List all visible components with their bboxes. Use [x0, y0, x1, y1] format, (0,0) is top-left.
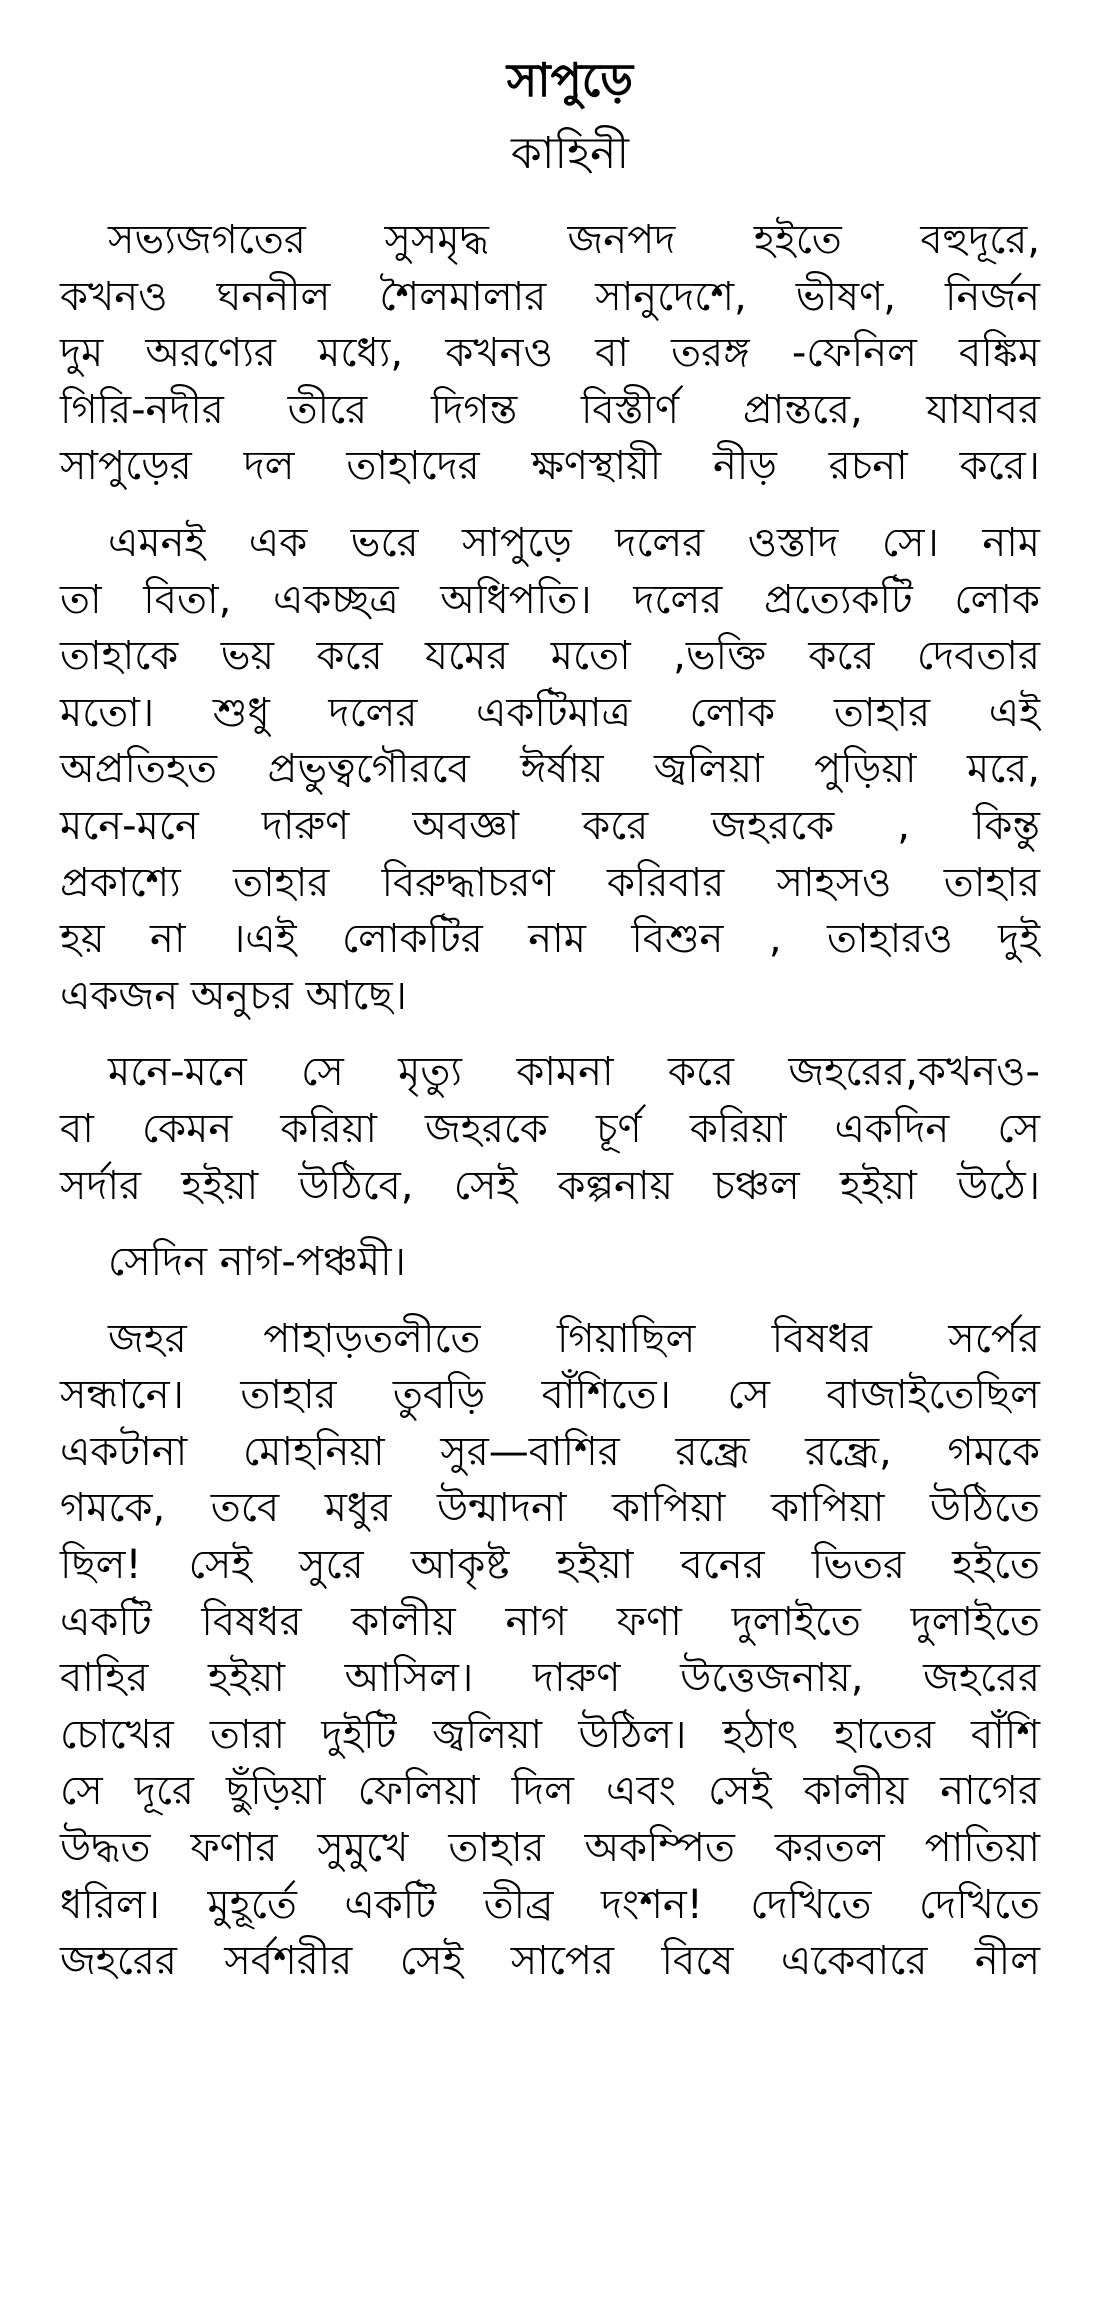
paragraph-5 [60, 1311, 1040, 1990]
text-line: সাপুড়ের দল তাহাদের ক্ষণস্থায়ী নীড় রচনা করে। [60, 443, 1040, 490]
paragraph-1 [60, 212, 1040, 495]
text-line: কখনও ঘননীল শৈলমালার সানুদেশে, ভীষণ, নির্জন [60, 273, 1040, 320]
story-title: সাপুড়ে [506, 53, 634, 107]
text-line: জহরের সর্বশরীর সেই সাপের বিষে একেবারে নীল [60, 1938, 1040, 1985]
paragraph-3 [60, 1044, 1040, 1214]
text-line: সভ্যজগতের সুসমৃদ্ধ জনপদ হইতে বহুদূরে, [108, 217, 1040, 263]
story-subtitle: কাহিনী [510, 128, 630, 179]
text-line: হয় না ।এই লোকটির নাম বিশুন , তাহারও দুই [60, 916, 1040, 963]
text-line: বা কেমন করিয়া জহরকে চূর্ণ করিয়া একদিন সে [60, 1105, 1040, 1152]
text-line: একটি বিষধর কালীয় নাগ ফণা দুলাইতে দুলাইতে [60, 1598, 1040, 1645]
text-line: বাহির হইয়া আসিল। দারুণ উত্তেজনায়, জহরের [60, 1655, 1040, 1702]
text-line: সন্ধানে। তাহার তুবড়ি বাঁশিতে। সে বাজাইতেছিল [60, 1372, 1040, 1419]
text-line: দুম অরণ্যের মধ্যে, কখনও বা তরঙ্গ -ফেনিল বঙ্কিম [60, 330, 1040, 377]
text-line: উদ্ধত ফণার সুমুখে তাহার অকম্পিত করতল পাতিয়া [60, 1825, 1040, 1872]
text-line: তা বিতা, একচ্ছত্র অধিপতি। দলের প্রত্যেকটি লোক [60, 576, 1040, 623]
text-line: ধরিল। মুহূর্তে একটি তীব্র দংশন! দেখিতে দেখিতে [60, 1881, 1040, 1928]
text-line: গিরি-নদীর তীরে দিগন্ত বিস্তীর্ণ প্রান্তরে, যাযাবর [60, 386, 1040, 433]
text-line: তাহাকে ভয় করে যমের মতো ,ভক্তি করে দেবতার [60, 633, 1040, 680]
text-line: মতো। শুধু দলের একটিমাত্র লোক তাহার এই [60, 689, 1040, 736]
text-line: গমকে, তবে মধুর উন্মাদনা কাপিয়া কাপিয়া উঠিতে [60, 1485, 1040, 1532]
text-line: একজন অনুচর আছে। [60, 972, 407, 1019]
paragraph-2 [60, 515, 1040, 1024]
text-line: চোখের তারা দুইটি জ্বলিয়া উঠিল। হঠাৎ হাতের বাঁশি [60, 1711, 1040, 1758]
text-line: মনে-মনে সে মৃত্যু কামনা করে জহরের,কখনও- [108, 1049, 1040, 1096]
paragraph-4 [60, 1234, 1040, 1291]
text-line: সেদিন নাগ-পঞ্চমী। [108, 1239, 406, 1286]
text-line: জহর পাহাড়তলীতে গিয়াছিল বিষধর সর্পের [108, 1315, 1040, 1362]
text-line: অপ্রতিহত প্রভুত্বগৌরবে ঈর্ষায় জ্বলিয়া পুড়িয়া মরে, [60, 746, 1040, 793]
text-line: ছিল! সেই সুরে আকৃষ্ট হইয়া বনের ভিতর হইতে [60, 1542, 1040, 1589]
text-line: একটানা মোহনিয়া সুর—বাশির রন্ধ্রে রন্ধ্রে, গমকে [60, 1428, 1040, 1475]
text-line: সর্দার হইয়া উঠিবে, সেই কল্পনায় চঞ্চল হইয়া উঠে। [60, 1162, 1040, 1209]
text-line: এমনই এক ভরে সাপুড়ে দলের ওস্তাদ সে। নাম [108, 519, 1040, 566]
text-line: প্রকাশ্যে তাহার বিরুদ্ধাচরণ করিবার সাহসও তাহার [60, 859, 1040, 906]
text-line: মনে-মনে দারুণ অবজ্ঞা করে জহরকে , কিন্তু [60, 802, 1040, 849]
document-page [60, 50, 1040, 2260]
text-line: সে দূরে ছুঁড়িয়া ফেলিয়া দিল এবং সেই কালীয় নাগের [60, 1768, 1040, 1815]
